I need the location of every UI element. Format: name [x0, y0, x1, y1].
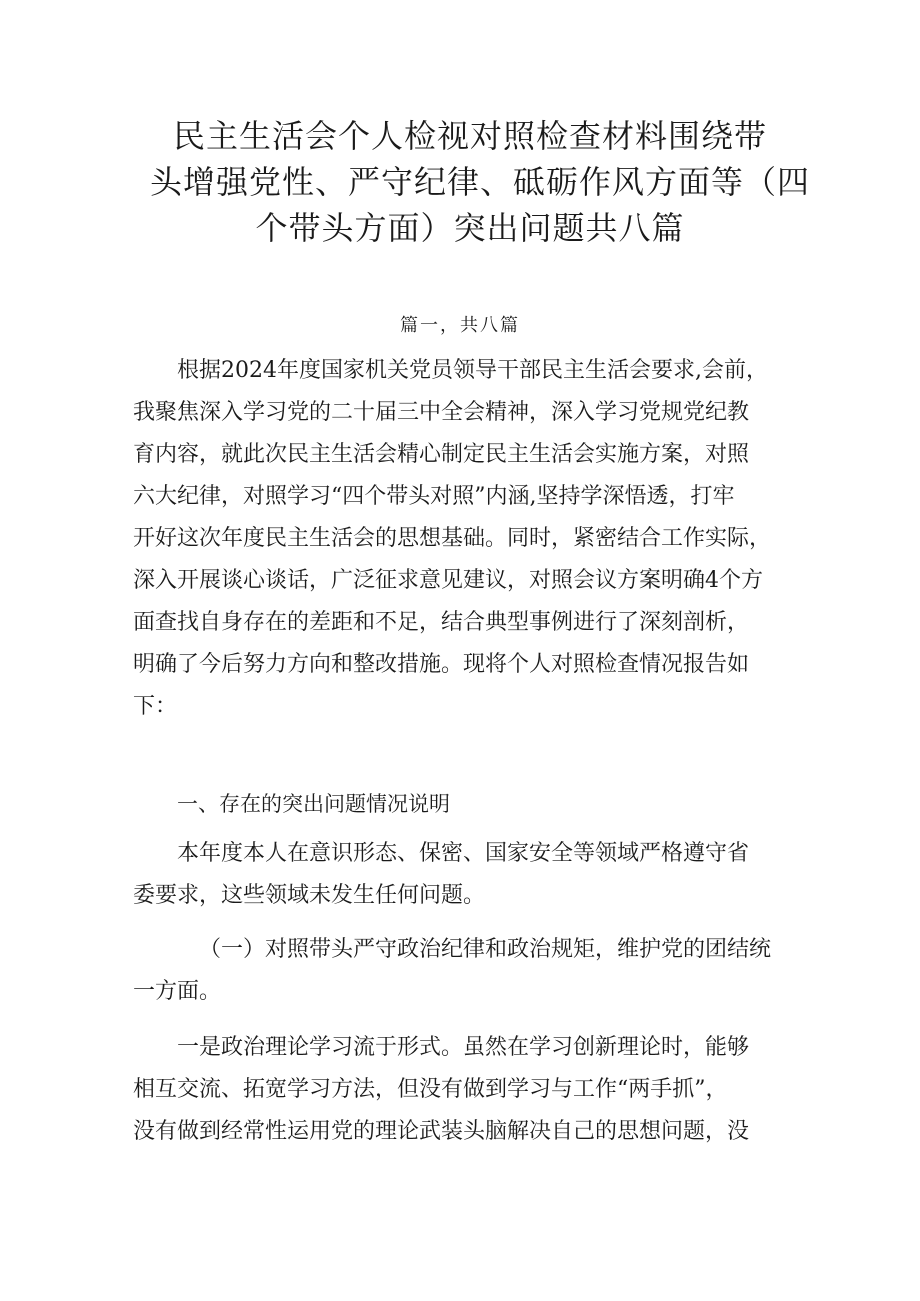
paragraph-line: 明确了今后努力方向和整改措施。现将个人对照检查情况报告如: [133, 652, 750, 677]
paragraph-line: 一是政治理论学习流于形式。虽然在学习创新理论时，能够: [177, 1035, 750, 1060]
paragraph-line: 下：: [133, 694, 178, 719]
paragraph-line: 本年度本人在意识形态、保密、国家安全等领域严格遵守省: [177, 841, 750, 866]
title-line-2: 头增强党性、严守纪律、砥砺作风方面等（四: [150, 163, 811, 201]
paragraph-line: 我聚焦深入学习党的二十届三中全会精神，深入学习党规党纪教: [133, 400, 750, 425]
document-title: [150, 113, 811, 251]
paragraph-line: 相互交流、拓宽学习方法，但没有做到学习与工作“两手抓”，: [133, 1077, 728, 1102]
sub-heading-line: 一方面。: [133, 979, 222, 1004]
paragraph-line: 委要求，这些领域未发生任何问题。: [133, 883, 486, 908]
paragraph-line: 育内容，就此次民主生活会精心制定民主生活会实施方案，对照: [133, 442, 750, 467]
paragraph-line: 面查找自身存在的差距和不足，结合典型事例进行了深刻剖析，: [133, 610, 750, 635]
title-line-3: 个带头方面）突出问题共八篇: [255, 209, 685, 247]
paragraph-3: [133, 1027, 793, 1153]
paragraph-2: [133, 833, 793, 917]
section-heading: [133, 783, 793, 825]
document-subtitle: 篇一，共八篇: [400, 315, 520, 336]
intro-paragraph: [133, 350, 793, 728]
paragraph-line: 根据2024年度国家机关党员领导干部民主生活会要求,会前，: [177, 358, 768, 383]
section-heading-text: 一、存在的突出问题情况说明: [177, 792, 450, 816]
title-line-1: 民主生活会个人检视对照检查材料围绕带: [172, 117, 767, 155]
sub-heading-line: （一）对照带头严守政治纪律和政治规矩，维护党的团结统: [199, 937, 772, 962]
paragraph-line: 没有做到经常性运用党的理论武装头脑解决自己的思想问题，没: [133, 1119, 750, 1144]
paragraph-line: 六大纪律，对照学习“四个带头对照”内涵,坚持学深悟透，打牢: [133, 484, 735, 509]
sub-heading: [133, 929, 793, 1013]
paragraph-line: 开好这次年度民主生活会的思想基础。同时，紧密结合工作实际，: [133, 526, 772, 551]
paragraph-line: 深入开展谈心谈话，广泛征求意见建议，对照会议方案明确4个方: [133, 568, 763, 593]
